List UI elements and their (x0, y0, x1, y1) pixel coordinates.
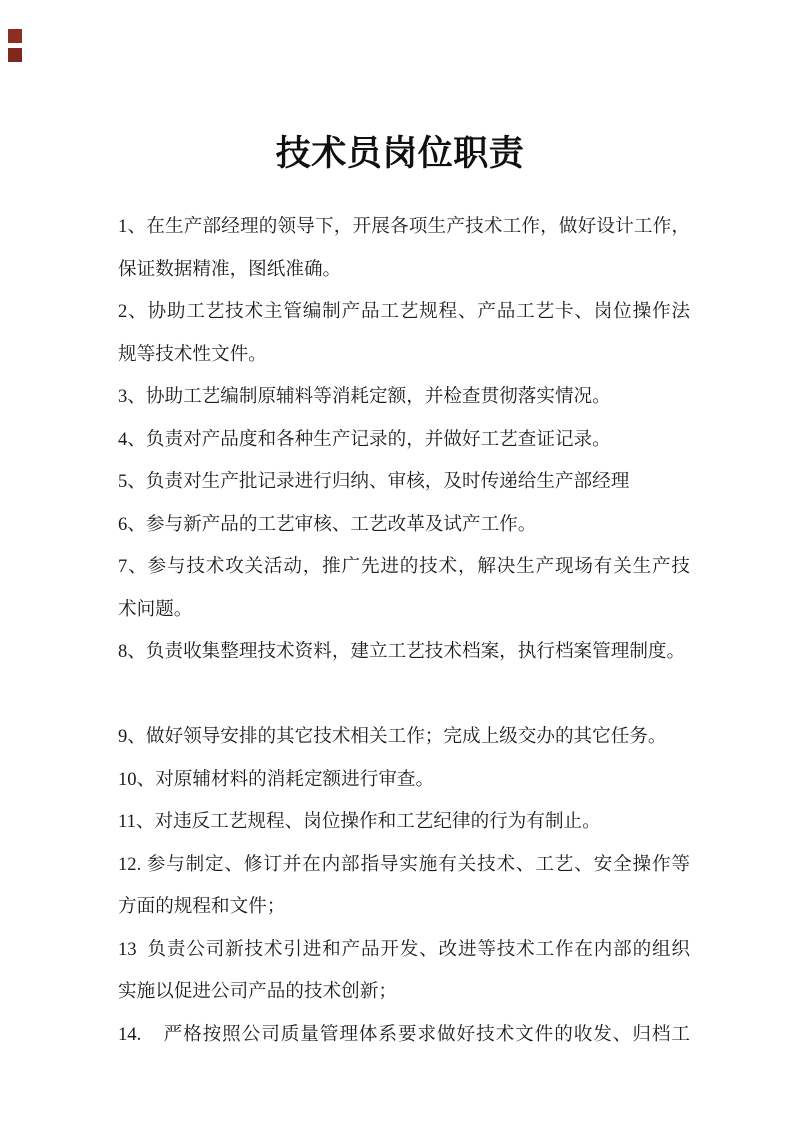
document-line: 实施以促进公司产品的技术创新； (118, 981, 397, 1002)
document-line: 12. 参与制定、修订并在内部指导实施有关技术、工艺、安全操作等 (118, 853, 690, 875)
document-line: 14. 严格按照公司质量管理体系要求做好技术文件的收发、归档工 (118, 1023, 690, 1045)
blank-line (118, 674, 690, 717)
document-line: 规等技术性文件。 (118, 343, 267, 365)
watermark-square-bottom (8, 48, 22, 62)
document-line: 3、协助工艺编制原辅料等消耗定额，并检查贯彻落实情况。 (118, 386, 611, 407)
document-line: 9、做好领导安排的其它技术相关工作；完成上级交办的其它任务。 (118, 726, 667, 747)
document-line: 4、负责对产品度和各种生产记录的，并做好工艺查证记录。 (118, 428, 611, 450)
document-line: 方面的规程和文件； (118, 896, 286, 917)
document-line: 术问题。 (118, 598, 193, 620)
document-line: 保证数据精准，图纸准确。 (118, 258, 342, 280)
document-line: 7、参与技术攻关活动，推广先进的技术，解决生产现场有关生产技 (118, 556, 690, 577)
watermark-squares (8, 29, 22, 67)
document-title: 技术员岗位职责 (275, 134, 525, 173)
document-line: 8、负责收集整理技术资料，建立工艺技术档案，执行档案管理制度。 (118, 641, 686, 662)
document-line: 6、参与新产品的工艺审核、工艺改革及试产工作。 (118, 513, 537, 535)
document-body (118, 206, 690, 1056)
document-line: 11、对违反工艺规程、岗位操作和工艺纪律的行为有制止。 (118, 811, 601, 832)
document-line: 5、负责对生产批记录进行归纳、审核，及时传递给生产部经理 (118, 471, 630, 492)
document-line: 2、协助工艺技术主管编制产品工艺规程、产品工艺卡、岗位操作法 (118, 301, 690, 322)
document-line: 13 负责公司新技术引进和产品开发、改进等技术工作在内部的组织 (118, 938, 690, 960)
document-line: 10、对原辅材料的消耗定额进行审查。 (118, 768, 435, 790)
watermark-square-top (8, 29, 22, 43)
document-line: 1、在生产部经理的领导下，开展各项生产技术工作，做好设计工作， (118, 216, 690, 237)
